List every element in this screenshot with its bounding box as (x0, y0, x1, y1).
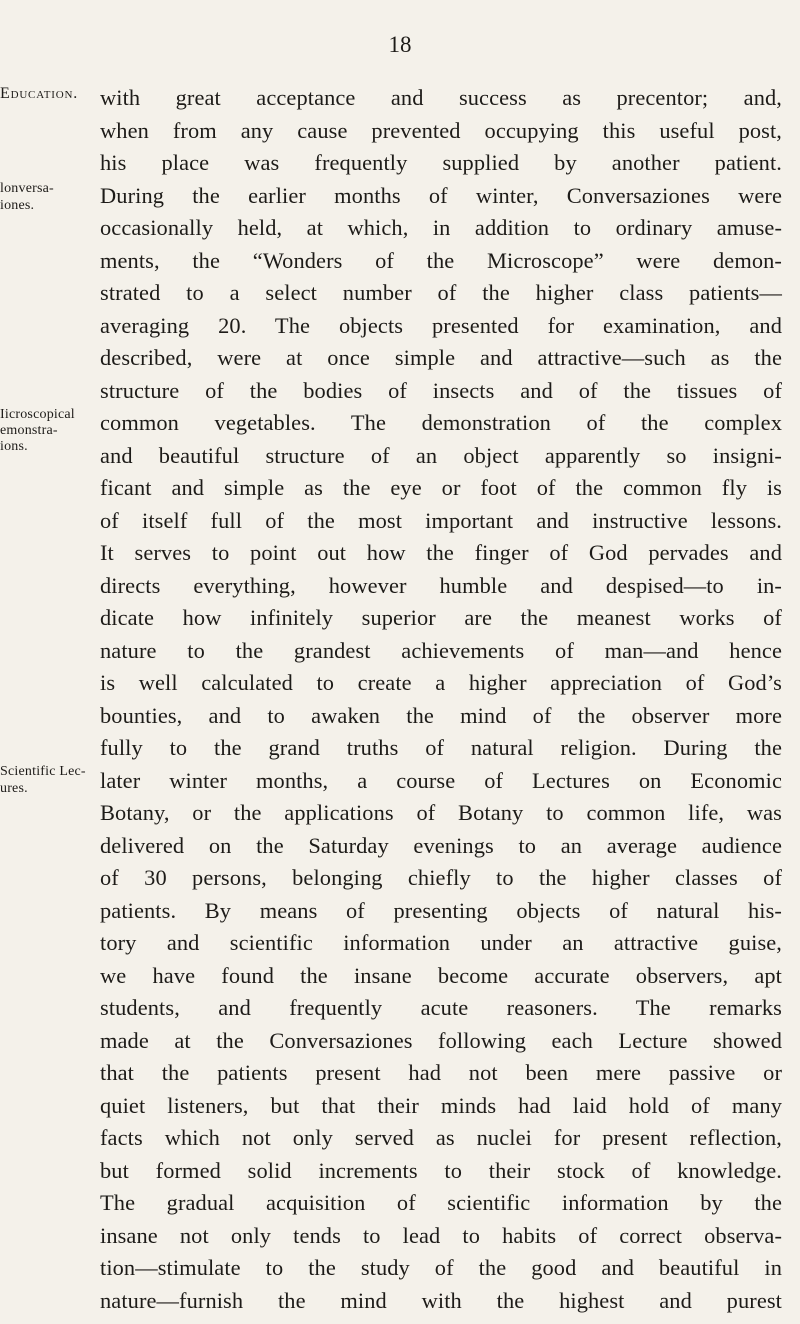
text-line: strated to a select number of the higher class patients— (100, 280, 782, 305)
text-line: his place was frequently supplied by another patient. (100, 150, 782, 175)
body-text (100, 82, 782, 1317)
margin-note-microscopical-cont: emonstra- (0, 423, 58, 438)
text-line: averaging 20. The objects presented for examination, and (100, 312, 782, 338)
text-line: tion—stimulate to the study of the good and beautiful in (100, 1255, 782, 1280)
text-line: common vegetables. The demonstration of the complex (100, 410, 782, 435)
text-line: with great acceptance and success as precentor; and, (100, 85, 782, 110)
text-line: ficant and simple as the eye or foot of the common fly is (100, 475, 782, 500)
text-line: dicate how infinitely superior are the meanest works of (100, 605, 782, 630)
text-line: ments, the “Wonders of the Microscope” were demon- (100, 247, 782, 273)
margin-note-conversaziones: lonversa- (0, 181, 54, 196)
margin-note-microscopical-end: ions. (0, 439, 28, 454)
text-line: that the patients present had not been mere passive or (100, 1060, 782, 1085)
text-line: made at the Conversaziones following each Lecture showed (100, 1027, 782, 1053)
margin-note-scientific-lectures-cont: ures. (0, 781, 28, 796)
text-line: The gradual acquisition of scientific information by the (100, 1190, 782, 1215)
text-line: students, and frequently acute reasoners. The remarks (100, 995, 782, 1020)
text-line: bounties, and to awaken the mind of the observer more (100, 702, 782, 728)
text-line: tory and scientific information under an attractive guise, (100, 930, 782, 955)
margin-note-conversaziones-cont: iones. (0, 198, 35, 213)
text-line: described, were at once simple and attractive—such as the (100, 345, 782, 370)
text-line: facts which not only served as nuclei for present reflection, (100, 1125, 782, 1150)
text-line: of itself full of the most important and instructive lessons. (100, 507, 782, 533)
text-line: occasionally held, at which, in addition to ordinary amuse- (100, 215, 782, 240)
text-line: nature—furnish the mind with the highest and purest (100, 1287, 782, 1313)
margin-note-microscopical: Iicroscopical (0, 407, 75, 422)
page-number: 18 (388, 32, 412, 57)
text-line: when from any cause prevented occupying this useful post, (100, 117, 782, 143)
text-line: and beautiful structure of an object apparently so insigni- (100, 442, 782, 468)
text-line: It serves to point out how the finger of God pervades and (100, 540, 782, 565)
text-line: insane not only tends to lead to habits of correct observa- (100, 1222, 782, 1248)
text-line: directs everything, however humble and despised—to in- (100, 572, 782, 598)
text-line: of 30 persons, belonging chiefly to the higher classes of (100, 865, 782, 890)
text-line: Botany, or the applications of Botany to common life, was (100, 800, 782, 825)
margin-note-scientific-lectures: Scientific Lec- (0, 764, 86, 779)
margin-note-education: Education. (0, 86, 78, 101)
text-line: quiet listeners, but that their minds had laid hold of many (100, 1092, 782, 1118)
text-line: structure of the bodies of insects and of the tissues of (100, 377, 782, 403)
text-line: we have found the insane become accurate observers, apt (100, 962, 782, 988)
text-line: patients. By means of presenting objects of natural his- (100, 897, 782, 923)
text-line: is well calculated to create a higher appreciation of God’s (100, 670, 782, 695)
text-line: During the earlier months of winter, Conversaziones were (100, 182, 782, 208)
text-line: fully to the grand truths of natural religion. During the (100, 735, 782, 760)
text-line: delivered on the Saturday evenings to an average audience (100, 832, 782, 858)
text-line: nature to the grandest achievements of man—and hence (100, 637, 782, 663)
text-line: but formed solid increments to their stock of knowledge. (100, 1157, 782, 1183)
text-line: later winter months, a course of Lectures on Economic (100, 767, 782, 793)
